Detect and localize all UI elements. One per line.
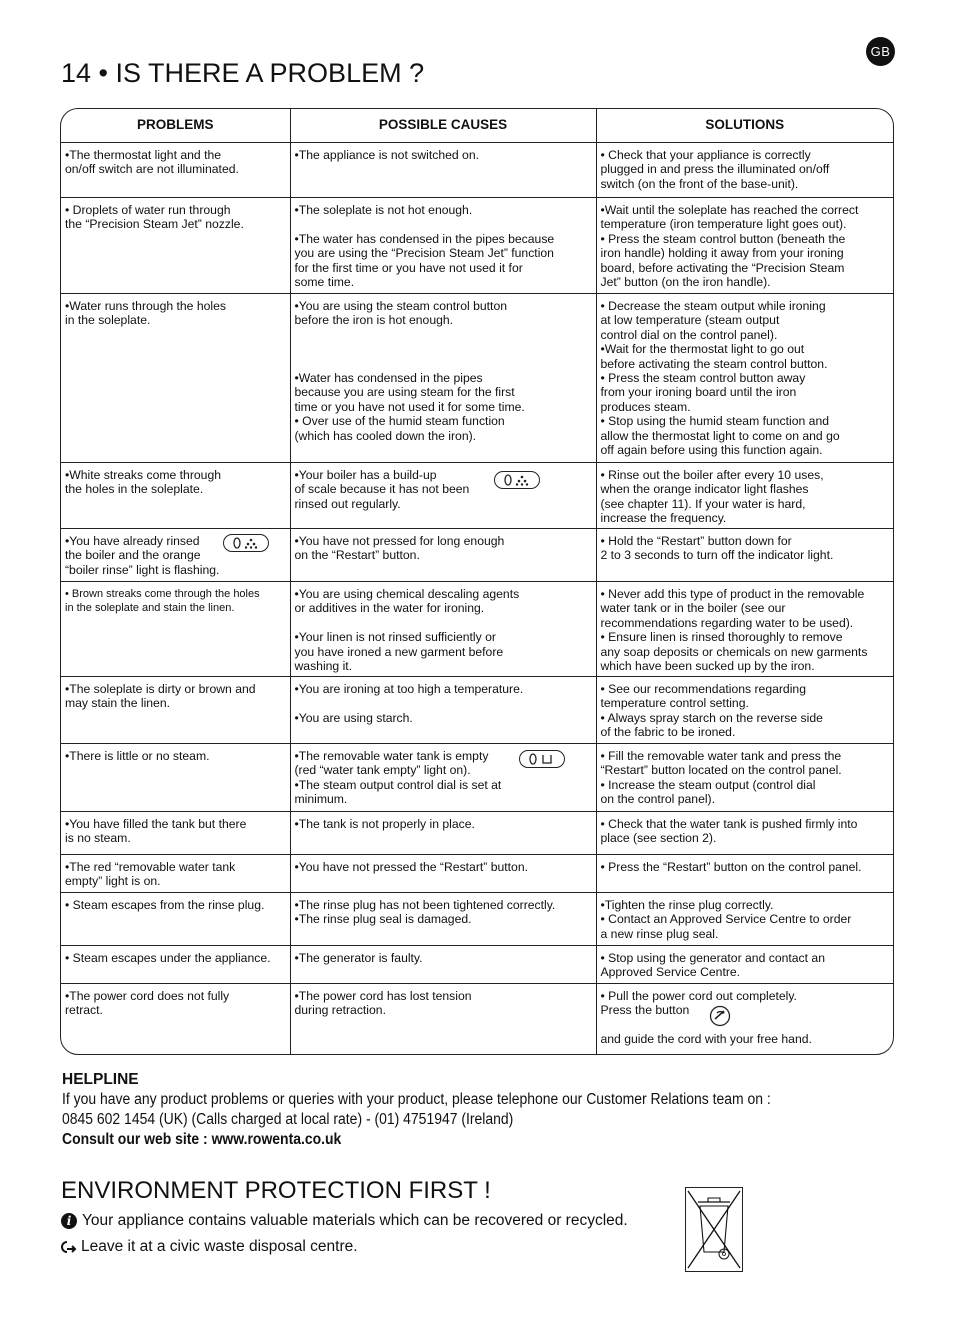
helpline-phone-numbers: 0845 602 1454 (UK) (Calls charged at local rate) - (01) 4751947 (Ireland) — [62, 1111, 514, 1128]
language-badge: GB — [866, 37, 895, 66]
header-solutions: SOLUTIONS — [596, 109, 893, 143]
environment-action-line — [61, 1238, 358, 1256]
solution-cell: •Wait until the soleplate has reached the correct temperature (iron temperature light goes out). • Press the steam control button (beneath the iron handle) holding it away from your ironing board, before activating the “Precision Steam Jet” button (on the iron handle). — [596, 198, 893, 294]
solution-cell: • Pull the power cord out completely. Press the button and guide the cord with your free hand. — [600, 989, 812, 1047]
problem-cell: •You have filled the tank but there is no steam. — [61, 812, 290, 855]
cause-cell: •You are ironing at too high a temperature. •You are using starch. — [290, 677, 596, 744]
solution-cell: • Press the “Restart” button on the control panel. — [596, 855, 893, 893]
header-possible-causes: POSSIBLE CAUSES — [290, 109, 596, 143]
table-row — [61, 143, 893, 198]
solution-cell: • Decrease the steam output while ironing at low temperature (steam output control dial on the control panel). •Wait for the thermostat light to go out before activating the steam control button. • Press the steam control button away from your ironing board until the iron produces steam. • Stop using the humid steam function and allow the thermostat light to come on and go off again before using this function again. — [596, 294, 893, 463]
environment-action-text: Leave it at a civic waste disposal centre. — [81, 1238, 358, 1255]
cause-cell: •The rinse plug has not been tightened correctly. •The rinse plug seal is damaged. — [290, 893, 596, 946]
table-row — [61, 582, 893, 677]
helpline-text: If you have any product problems or queries with your product, please telephone our Customer Relations team on : — [62, 1091, 771, 1108]
table-header-row — [61, 109, 893, 143]
header-problems: PROBLEMS — [61, 109, 290, 143]
cause-cell: •The tank is not properly in place. — [290, 812, 596, 855]
cause-cell: •The generator is faulty. — [290, 946, 596, 984]
problem-cell: •White streaks come through the holes in the soleplate. — [61, 463, 290, 529]
table-row — [61, 893, 893, 946]
table-row — [61, 984, 893, 1056]
solution-cell: • See our recommendations regarding temperature control setting. • Always spray starch on the reverse side of the fabric to be ironed. — [596, 677, 893, 744]
problem-cell: •There is little or no steam. — [61, 744, 290, 812]
cause-cell: •The power cord has lost tension during retraction. — [290, 984, 596, 1056]
page-title: 14 • IS THERE A PROBLEM ? — [61, 58, 425, 88]
cause-cell: •You have not pressed for long enough on the “Restart” button. — [290, 529, 596, 582]
boiler-rinse-indicator-icon — [494, 471, 540, 489]
cause-cell: •The appliance is not switched on. — [290, 143, 596, 198]
solution-cell: • Hold the “Restart” button down for 2 to 3 seconds to turn off the indicator light. — [596, 529, 893, 582]
cord-rewind-button-icon — [709, 1005, 731, 1027]
environment-info-line — [61, 1212, 628, 1230]
environment-info-text: Your appliance contains valuable materials which can be recovered or recycled. — [82, 1212, 628, 1229]
table-row — [61, 677, 893, 744]
problem-cell: • Steam escapes under the appliance. — [61, 946, 290, 984]
water-tank-indicator-icon — [519, 750, 565, 768]
table-row — [61, 946, 893, 984]
problem-cell: • Brown streaks come through the holes in the soleplate and stain the linen. — [61, 582, 290, 677]
problem-cell: • Droplets of water run through the “Precision Steam Jet” nozzle. — [61, 198, 290, 294]
cause-cell: •The soleplate is not hot enough. •The water has condensed in the pipes because you are using the “Precision Steam Jet” function for the first time or you have not used it for some time. — [290, 198, 596, 294]
cause-cell: •You have not pressed the “Restart” button. — [290, 855, 596, 893]
info-icon: i — [61, 1213, 77, 1229]
problem-cell: •The thermostat light and the on/off switch are not illuminated. — [61, 143, 290, 198]
solution-cell: • Check that the water tank is pushed firmly into place (see section 2). — [596, 812, 893, 855]
table-row — [61, 812, 893, 855]
cause-cell: •You are using chemical descaling agents or additives in the water for ironing. •Your linen is not rinsed sufficiently or you have ironed a new garment before washing it. — [290, 582, 596, 677]
problem-cell: •The red “removable water tank empty” light is on. — [61, 855, 290, 893]
cause-cell: •You are using the steam control button before the iron is hot enough. •Water has condensed in the pipes because you are using steam for the first time or you have not used it for some time. • Over use of the humid steam function (which has cooled down the iron). — [290, 294, 596, 463]
cause-cell: •Your boiler has a build-up of scale because it has not been rinsed out regularly. — [290, 463, 596, 529]
solution-cell: • Fill the removable water tank and press the “Restart” button located on the control panel. • Increase the steam output (control dial on the control panel). — [596, 744, 893, 812]
problem-cell: •You have already rinsed the boiler and the orange “boiler rinse” light is flashing. — [61, 529, 290, 582]
solution-cell: • Never add this type of product in the removable water tank or in the boiler (see our recommendations regarding water to be used). • Ensure linen is rinsed thoroughly to remove any soap deposits or chemicals on new garments which have been sucked up by the iron. — [596, 582, 893, 677]
solution-cell: • Stop using the generator and contact an Approved Service Centre. — [596, 946, 893, 984]
cause-cell: •The removable water tank is empty (red “water tank empty” light on). •The steam output control dial is set at minimum. — [290, 744, 596, 812]
arrow-right-icon — [61, 1239, 79, 1255]
problem-cell: •Water runs through the holes in the soleplate. — [61, 294, 290, 463]
problem-cell: •The power cord does not fully retract. — [61, 984, 290, 1056]
environment-title: ENVIRONMENT PROTECTION FIRST ! — [61, 1177, 491, 1204]
solution-cell: • Check that your appliance is correctly plugged in and press the illuminated on/off switch (on the front of the base-unit). — [596, 143, 893, 198]
table-row — [61, 744, 893, 812]
table-row — [61, 463, 893, 529]
problem-cell: •The soleplate is dirty or brown and may stain the linen. — [61, 677, 290, 744]
table-row — [61, 855, 893, 893]
helpline-title: HELPLINE — [62, 1071, 139, 1088]
helpline-section — [62, 1070, 892, 1150]
boiler-rinse-indicator-icon — [223, 534, 269, 552]
troubleshooting-table — [60, 108, 894, 1055]
problem-cell: • Steam escapes from the rinse plug. — [61, 893, 290, 946]
table-row — [61, 294, 893, 463]
crossed-out-bin-icon — [685, 1187, 743, 1272]
solution-cell: • Rinse out the boiler after every 10 uses, when the orange indicator light flashes (see chapter 11). If your water is hard, increase the frequency. — [596, 463, 893, 529]
table-row — [61, 198, 893, 294]
solution-cell: •Tighten the rinse plug correctly. • Contact an Approved Service Centre to order a new rinse plug seal. — [596, 893, 893, 946]
helpline-website: Consult our web site : www.rowenta.co.uk — [62, 1131, 342, 1148]
table-row — [61, 529, 893, 582]
